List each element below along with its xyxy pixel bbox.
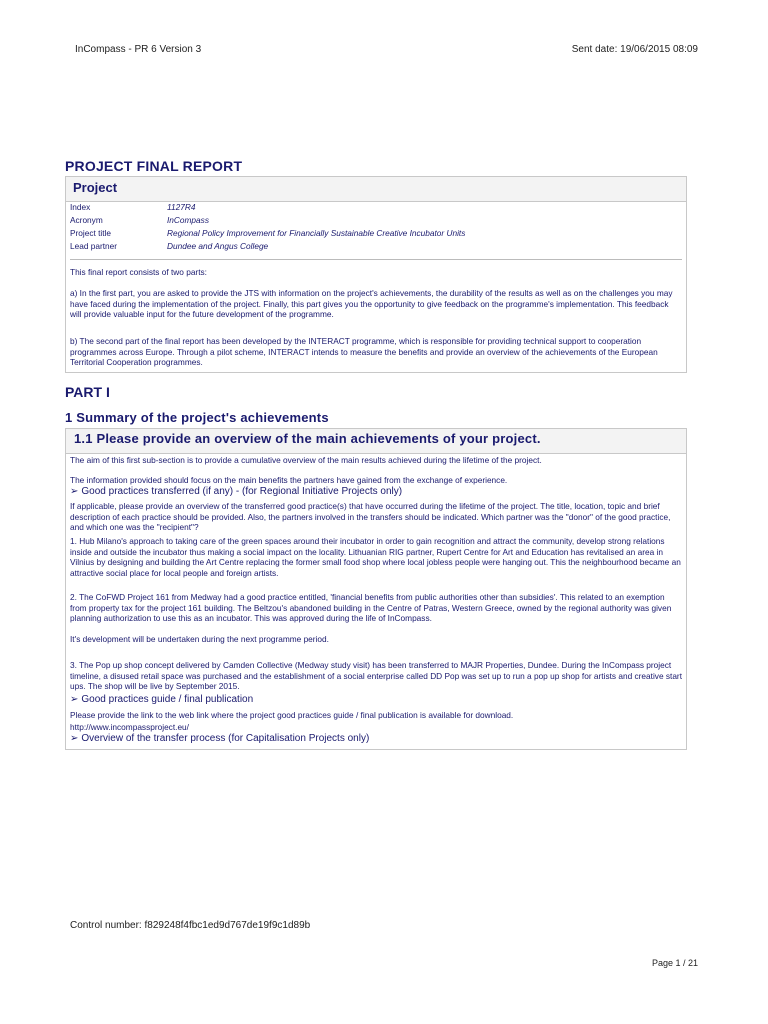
bullet-transfer-process — [70, 733, 369, 744]
project-link[interactable]: http://www.incompassproject.eu/ — [70, 722, 189, 732]
arrow-bullet-icon: ➢ — [70, 733, 79, 744]
subsection-heading: 1.1 Please provide an overview of the main achievements of your project. — [66, 429, 686, 454]
document-header-sent-date: Sent date: 19/06/2015 08:09 — [571, 44, 698, 55]
project-heading: Project — [66, 177, 686, 202]
arrow-bullet-icon: ➢ — [70, 486, 79, 497]
arrow-bullet-icon: ➢ — [70, 694, 79, 705]
part-title: PART I — [65, 384, 110, 400]
row-label: Lead partner — [70, 241, 118, 251]
row-value: Dundee and Angus College — [167, 241, 269, 251]
row-value: InCompass — [167, 215, 209, 225]
report-part-a: a) In the first part, you are asked to provide the JTS with information on the project's achievements, the durability of the results as well as on the challenges you may have faced during the implementation of the project. Finally, this part gives you the opportunity to give feedback on the programme's implementation. This feedback will provide valuable input for the future development of the programme. — [70, 288, 673, 319]
document-header-left: InCompass - PR 6 Version 3 — [75, 44, 202, 55]
good-practices-text: If applicable, please provide an overview of the transferred good practice(s) that have occurred during the lifetime of the project. The title, location, topic and brief description of each practice should be provided. Also, the partners involved in the transfers should be indicated. Which partner was the "donor" of the good practice, and which one was the "recipient"? — [70, 501, 671, 532]
report-intro: This final report consists of two parts: — [70, 267, 207, 277]
page-title: PROJECT FINAL REPORT — [65, 158, 243, 174]
practice-item-2-continued: It's development will be undertaken during the next programme period. — [70, 634, 329, 644]
row-label: Index — [70, 202, 91, 212]
info-text: The information provided should focus on the main benefits the partners have gained from the exchange of experience. — [70, 475, 508, 485]
project-row-title — [70, 228, 465, 238]
project-info-box — [65, 176, 687, 373]
project-row-lead-partner — [70, 241, 268, 251]
bullet-guide — [70, 694, 253, 705]
practice-item-1: 1. Hub Milano's approach to taking care of the green spaces around their incubator in order to gain recognition and attract the community, develop strong relations inside and outside the incubator thus making a social impact on the locality. Lithuanian RIG partner, Rupert Centre for Art and Education has revitalised an area in Vilnius by designing and building the Art Centre replacing the former small food shop where local jobless people were hanging out. This the neighbourhood became an attractive social place for local people and foreign artists. — [70, 536, 681, 578]
practice-item-2: 2. The CoFWD Project 161 from Medway had a good practice entitled, 'financial benefits from public authorities other than subsidies'. This related to an exemption from property tax for the project 161 building. The Beltzou's abandoned building in the Centre of Patras, Western Greece, owned by the regional authority was given planning authorization to use this as an incubator. This was approved during the life of InCompass. — [70, 592, 672, 623]
bullet-good-practices — [70, 486, 402, 497]
row-value: 1127R4 — [167, 202, 196, 212]
practice-item-3: 3. The Pop up shop concept delivered by Camden Collective (Medway study visit) has been transferred to MAJR Properties, Dundee. During the InCompass project timeline, a disused retail space was purchased and the establishment of a social enterprise called DD Pop was set up to run a pop up shop for artists and creative start ups. The shop will be live by September 2015. — [70, 660, 682, 691]
row-label: Acronym — [70, 215, 103, 225]
project-row-index — [70, 202, 195, 212]
aim-text: The aim of this first sub-section is to provide a cumulative overview of the main results achieved during the lifetime of the project. — [70, 455, 542, 465]
guide-text: Please provide the link to the web link where the project good practices guide / final publication is available for download. — [70, 710, 514, 720]
bullet-label: Good practices guide / final publication — [81, 694, 254, 705]
section-title: 1 Summary of the project's achievements — [65, 410, 329, 425]
report-part-b: b) The second part of the final report has been developed by the INTERACT programme, which is responsible for providing technical support to cooperation programmes across Europe. Through a pilot scheme, INTERACT intends to measure the benefits and provide an overview of the achievements of the European Territorial Cooperation programmes. — [70, 336, 658, 367]
page-number: Page 1 / 21 — [651, 958, 698, 968]
bullet-label: Good practices transferred (if any) - (for Regional Initiative Projects only) — [81, 486, 403, 497]
row-label: Project title — [70, 228, 112, 238]
bullet-label: Overview of the transfer process (for Capitalisation Projects only) — [81, 733, 370, 744]
control-number: Control number: f829248f4fbc1ed9d767de19f9c1d89b — [70, 920, 311, 931]
row-value: Regional Policy Improvement for Financially Sustainable Creative Incubator Units — [167, 228, 466, 238]
project-row-acronym — [70, 215, 209, 225]
divider — [70, 259, 682, 260]
achievements-box — [65, 428, 687, 750]
